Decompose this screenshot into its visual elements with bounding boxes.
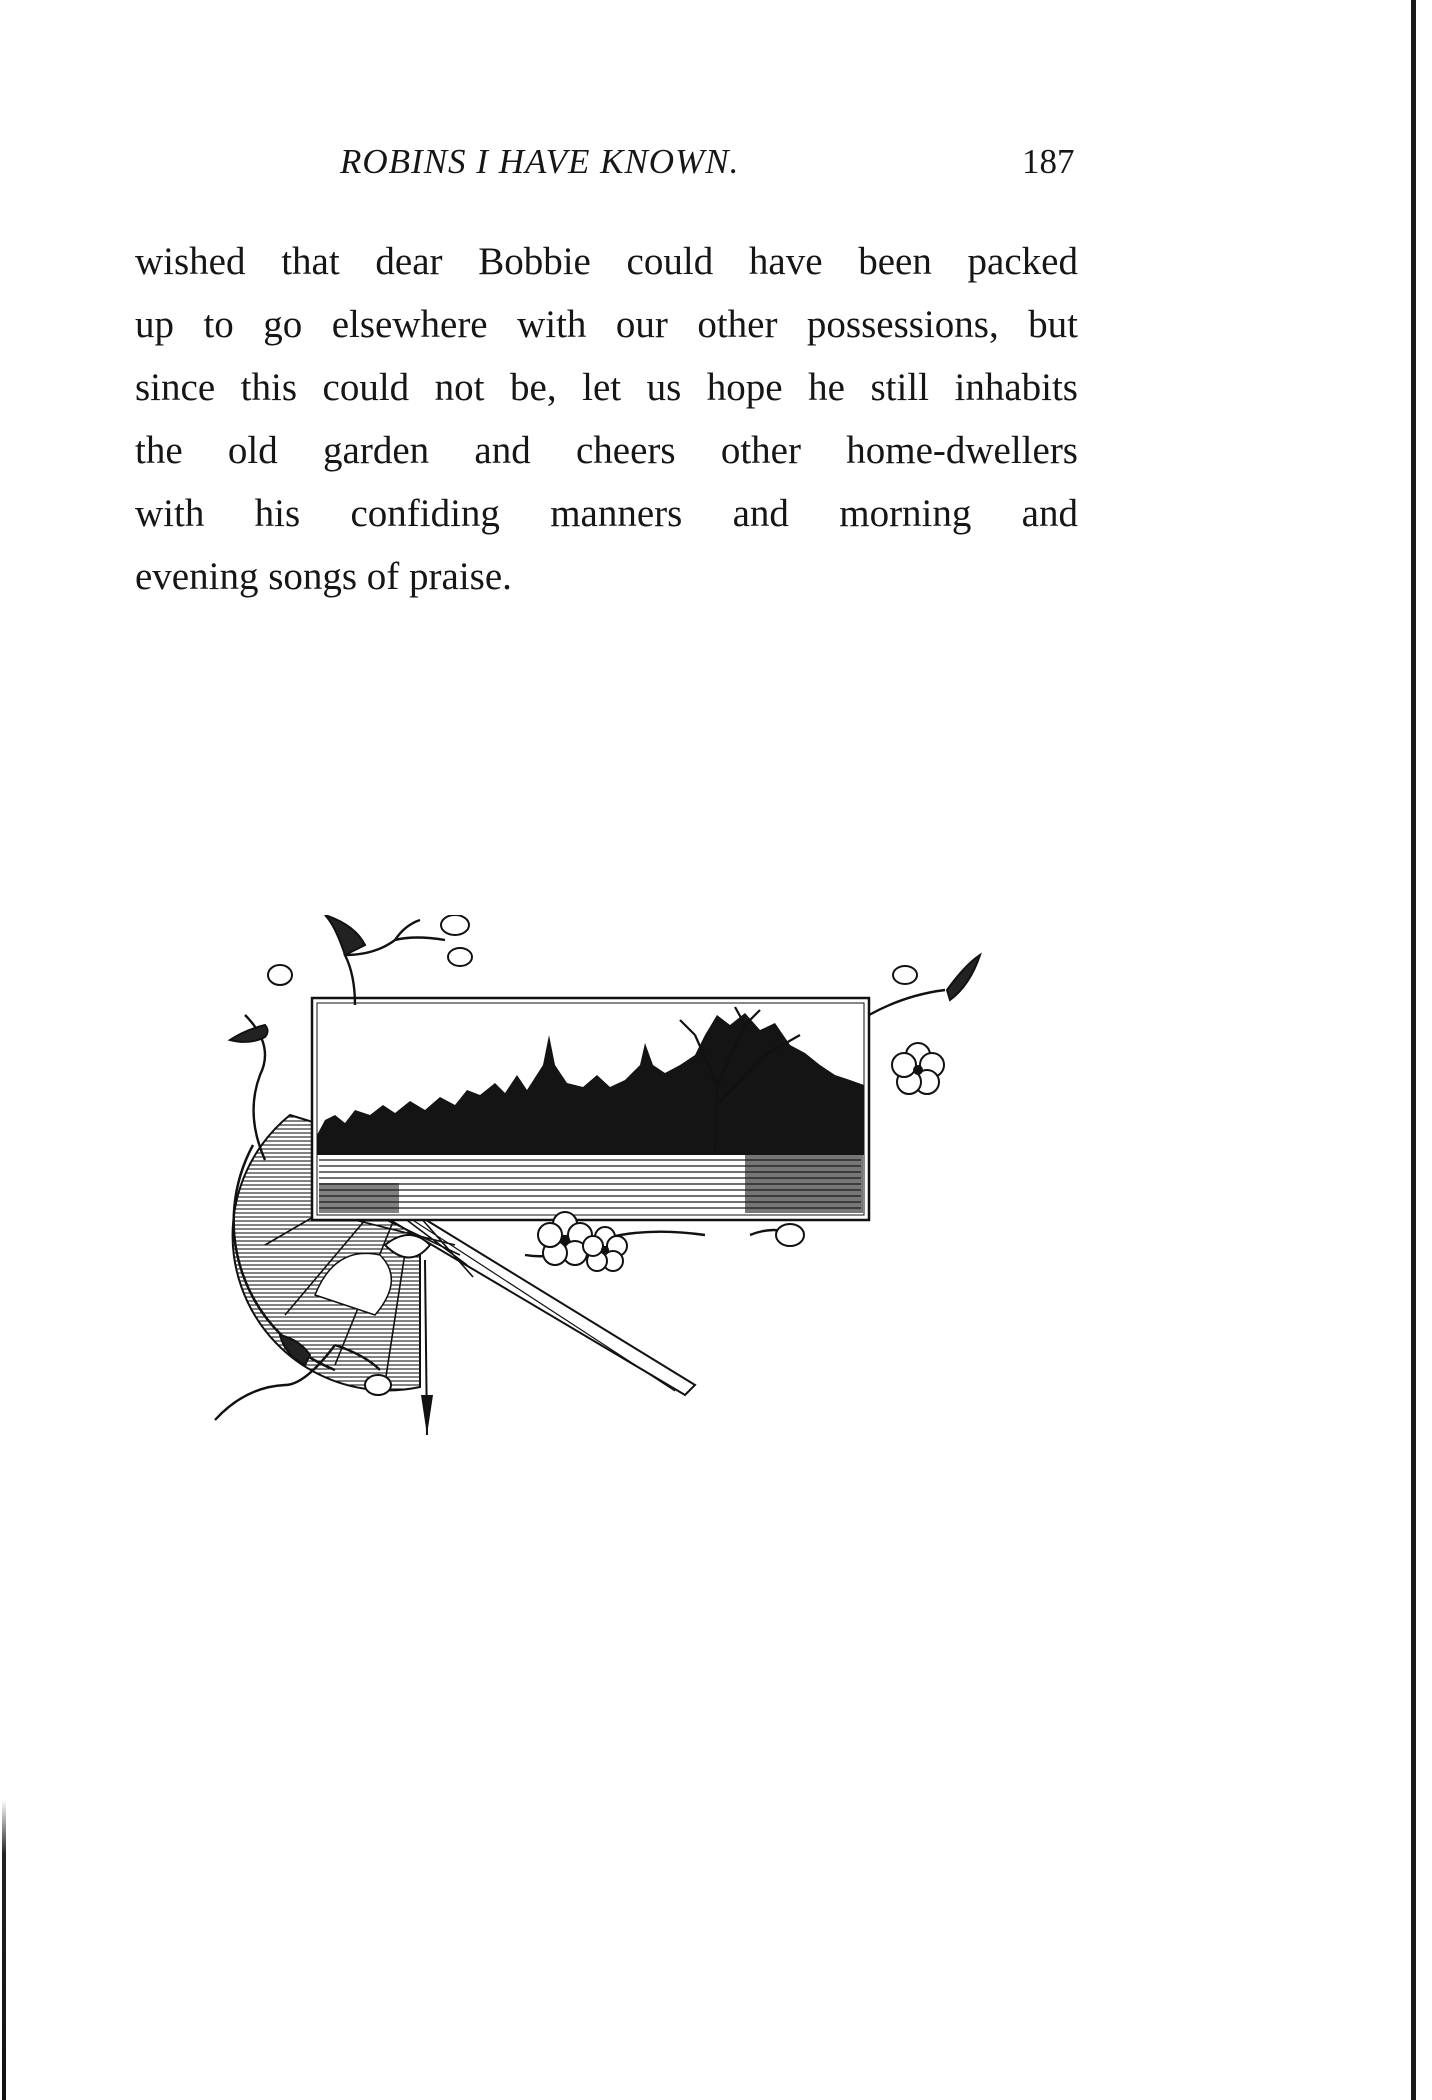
body-line: with his confiding manners and morning and [135,492,1078,535]
page-edge-shadow [1411,0,1416,2100]
body-paragraph [135,230,1078,608]
body-line: since this could not be, let us hope he still inhabits [135,366,1078,409]
running-head: ROBINS I HAVE KNOWN. [340,142,740,181]
body-line: evening songs of praise. [135,555,512,598]
landscape-fan-blossom-illustration [205,915,985,1445]
page-number: 187 [1022,142,1075,181]
page-edge-shadow-left [2,1800,6,2100]
landscape-picture [312,998,869,1220]
body-line: up to go elsewhere with our other possessions, but [135,303,1078,346]
body-line: the old garden and cheers other home-dwellers [135,429,1078,472]
body-line: wished that dear Bobbie could have been packed [135,240,1078,283]
